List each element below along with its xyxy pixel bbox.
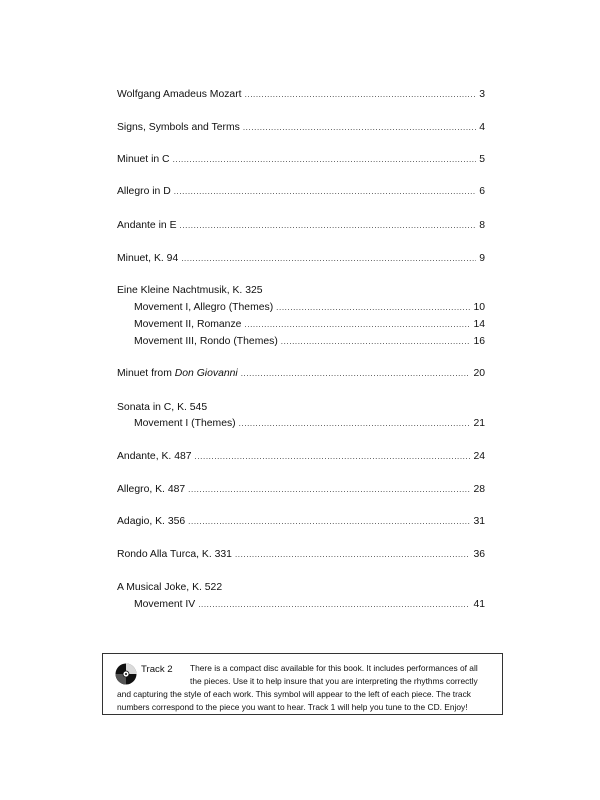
dot-leader (174, 185, 477, 198)
toc-entry-title: Allegro in D (117, 186, 171, 197)
toc-entry-page: 9 (479, 253, 485, 264)
toc-entry-title: Minuet, K. 94 (117, 253, 179, 264)
toc-entry-title: Andante, K. 487 (117, 451, 192, 462)
toc-entry-page: 31 (473, 516, 485, 527)
toc-entry-title: Adagio, K. 356 (117, 516, 186, 527)
toc-entry[interactable] (117, 252, 485, 265)
dot-leader (239, 417, 471, 430)
toc-entry[interactable] (117, 483, 485, 496)
dot-leader (198, 598, 470, 611)
dot-leader (244, 318, 470, 331)
toc-entry-page: 3 (479, 89, 485, 100)
toc-entry[interactable] (117, 548, 485, 561)
dot-leader (241, 367, 471, 380)
toc-entry-title: Andante in E (117, 220, 177, 231)
toc-subentry[interactable] (117, 598, 485, 611)
cd-disc-icon (115, 663, 137, 685)
toc-subentry[interactable] (117, 318, 485, 331)
toc-entry-title: Movement II, Romanze (134, 319, 242, 330)
toc-entry-title: Movement I, Allegro (Themes) (134, 302, 274, 313)
toc-entry-page: 5 (479, 154, 485, 165)
cd-info-box (102, 653, 503, 715)
dot-leader (235, 548, 470, 561)
dot-leader (195, 450, 471, 463)
toc-entry-page: 6 (479, 186, 485, 197)
toc-entry-title: Movement I (Themes) (134, 418, 236, 429)
toc-subentry[interactable] (117, 335, 485, 348)
toc-entry-page: 24 (473, 451, 485, 462)
toc-entry-page: 36 (473, 549, 485, 560)
toc-entry-title-prefix: Minuet from (117, 368, 175, 379)
toc-group-title: A Musical Joke, K. 522 (117, 582, 223, 593)
toc-entry-title: Movement IV (134, 599, 196, 610)
dot-leader (180, 219, 477, 232)
toc-entry-page: 41 (473, 599, 485, 610)
toc-entry-page: 14 (473, 319, 485, 330)
toc-entry[interactable] (117, 185, 485, 198)
track-label: Track 2 (141, 664, 173, 675)
toc-entry-title: Wolfgang Amadeus Mozart (117, 89, 242, 100)
toc-entry-title: Rondo Alla Turca, K. 331 (117, 549, 232, 560)
dot-leader (188, 483, 470, 496)
toc-entry[interactable] (117, 121, 485, 134)
toc-entry-title: Minuet in C (117, 154, 170, 165)
dot-leader (181, 252, 476, 265)
toc-entry-page: 10 (473, 302, 485, 313)
toc-entry-title: Signs, Symbols and Terms (117, 122, 240, 133)
toc-entry-page: 21 (473, 418, 485, 429)
toc-entry-title: Movement III, Rondo (Themes) (134, 336, 278, 347)
toc-entry[interactable] (117, 450, 485, 463)
toc-entry-page: 20 (473, 368, 485, 379)
toc-group-title: Sonata in C, K. 545 (117, 402, 208, 413)
dot-leader (276, 301, 470, 314)
callout-text-line: the pieces. Use it to help insure that you are interpreting the rhythms correctly (190, 676, 478, 686)
toc-entry[interactable] (117, 515, 485, 528)
toc-entry[interactable] (117, 88, 485, 101)
dot-leader (243, 121, 476, 134)
callout-text-line: There is a compact disc available for this book. It includes performances of all (190, 663, 478, 673)
dot-leader (245, 88, 477, 101)
toc-entry-title (117, 367, 238, 380)
toc-entry-title-italic: Don Giovanni (174, 368, 238, 379)
dot-leader (281, 335, 471, 348)
toc-entry-page: 28 (473, 484, 485, 495)
toc-subentry[interactable] (117, 301, 485, 314)
toc-entry-page: 16 (473, 336, 485, 347)
callout-text-line: and capturing the style of each work. This symbol will appear to the left of each piece. The track (117, 689, 471, 699)
toc-group-title: Eine Kleine Nachtmusik, K. 325 (117, 285, 263, 296)
toc-entry-page: 4 (479, 122, 485, 133)
toc-entry-page: 8 (479, 220, 485, 231)
toc-entry[interactable] (117, 219, 485, 232)
dot-leader (188, 515, 470, 528)
callout-text-line: numbers correspond to the piece you want to hear. Track 1 will help you tune to the CD. Enjoy! (117, 702, 468, 712)
toc-entry[interactable] (117, 153, 485, 166)
dot-leader (173, 153, 477, 166)
toc-entry-title: Allegro, K. 487 (117, 484, 186, 495)
toc-subentry[interactable] (117, 417, 485, 430)
toc-entry[interactable] (117, 367, 485, 380)
